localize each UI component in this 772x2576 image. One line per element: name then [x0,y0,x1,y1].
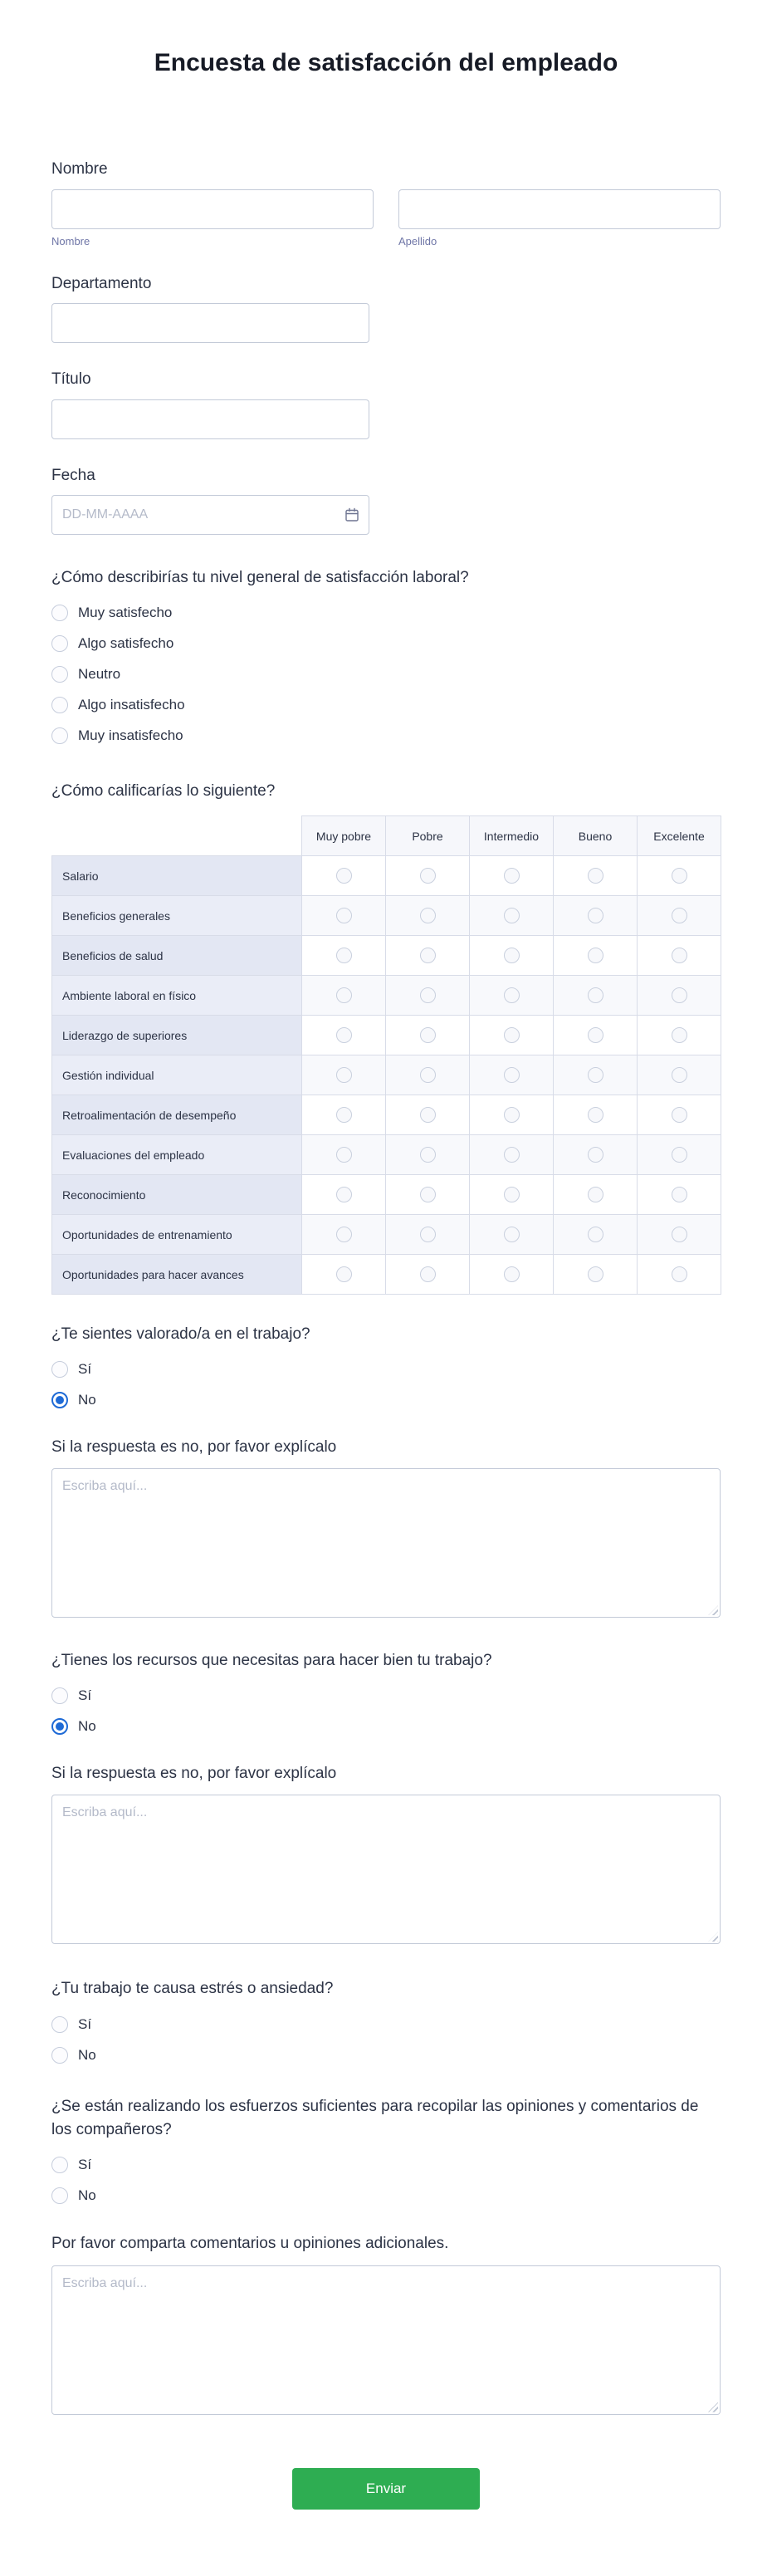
radio-option-row[interactable] [51,690,721,721]
matrix-radio[interactable] [504,1027,520,1043]
matrix-radio[interactable] [336,1027,352,1043]
matrix-radio[interactable] [672,1266,687,1282]
matrix-radio[interactable] [588,1107,603,1123]
table-row [52,1135,721,1175]
matrix-radio[interactable] [588,1187,603,1202]
matrix-radio[interactable] [336,1187,352,1202]
matrix-row-label: Salario [52,856,302,896]
radio-option[interactable] [51,1361,68,1378]
matrix-radio[interactable] [504,948,520,963]
satisfaction-label: ¿Cómo describirías tu nivel general de satisfacción laboral? [51,569,469,587]
radio-option-row[interactable] [51,1681,721,1712]
matrix-label: ¿Cómo calificarías lo siguiente? [51,781,276,800]
valued-explain-textarea[interactable] [51,1468,721,1618]
matrix-radio[interactable] [504,1266,520,1282]
radio-option-label[interactable]: No [78,2046,96,2063]
matrix-radio[interactable] [420,1187,436,1202]
job-title-input[interactable] [51,399,369,439]
matrix-radio[interactable] [504,987,520,1003]
radio-option-row[interactable] [51,1385,721,1416]
matrix-radio[interactable] [420,948,436,963]
radio-option-label[interactable]: Sí [78,1361,92,1378]
matrix-radio[interactable] [420,1147,436,1163]
radio-option[interactable] [51,605,68,621]
department-label: Departamento [51,274,152,292]
radio-option-row[interactable] [51,629,721,659]
matrix-row-label: Beneficios generales [52,896,302,936]
resources-options [51,1681,721,1742]
matrix-radio[interactable] [336,948,352,963]
radio-option-label[interactable]: Algo insatisfecho [78,697,185,713]
matrix-radio[interactable] [672,1187,687,1202]
matrix-radio[interactable] [588,948,603,963]
opinions-label: ¿Se están realizando los esfuerzos suficientes para recopilar las opiniones y comentarios de los compañeros? [51,2098,699,2138]
valued-options [51,1354,721,1416]
first-name-input[interactable] [51,189,374,229]
name-inputs-row [51,189,721,247]
radio-option[interactable] [51,2187,68,2204]
matrix-column-header: Intermedio [470,816,554,856]
matrix-radio[interactable] [504,868,520,884]
matrix-radio[interactable] [504,1107,520,1123]
matrix-column-header: Pobre [386,816,470,856]
comments-textarea[interactable] [51,2265,721,2415]
radio-option-label[interactable]: Sí [78,2015,92,2032]
question-resources [51,1649,721,1742]
matrix-radio[interactable] [672,908,687,923]
first-name-sublabel: Nombre [51,234,90,247]
radio-option-selected[interactable] [51,1392,68,1408]
resources-label: ¿Tienes los recursos que necesitas para hacer bien tu trabajo? [51,1652,492,1670]
matrix-radio[interactable] [672,948,687,963]
job-title-label: Título [51,370,91,389]
radio-option-row[interactable] [51,1712,721,1742]
radio-option[interactable] [51,2157,68,2173]
matrix-radio[interactable] [588,1147,603,1163]
radio-option[interactable] [51,697,68,713]
matrix-radio[interactable] [672,1147,687,1163]
matrix-row-label: Evaluaciones del empleado [52,1135,302,1175]
question-opinions [51,2095,721,2211]
survey-form [0,48,772,2576]
matrix-radio[interactable] [504,1147,520,1163]
matrix-radio[interactable] [672,1027,687,1043]
valued-label: ¿Te sientes valorado/a en el trabajo? [51,1325,310,1344]
matrix-radio[interactable] [588,1027,603,1043]
matrix-radio[interactable] [336,1266,352,1282]
radio-option-label[interactable]: Muy satisfecho [78,605,173,621]
matrix-row-label: Ambiente laboral en físico [52,976,302,1016]
radio-option-label[interactable]: Sí [78,2156,92,2172]
radio-option-row[interactable] [51,2149,721,2180]
matrix-radio[interactable] [336,1227,352,1242]
matrix-row-label: Oportunidades para hacer avances [52,1255,302,1295]
matrix-radio[interactable] [420,908,436,923]
radio-option-row[interactable] [51,659,721,690]
table-row [52,1175,721,1215]
radio-option-label[interactable]: Neutro [78,666,121,683]
matrix-radio[interactable] [420,1067,436,1083]
question-stress [51,1977,721,2070]
stress-label: ¿Tu trabajo te causa estrés o ansiedad? [51,1980,334,1998]
date-label: Fecha [51,466,95,484]
table-row [52,1255,721,1295]
table-row [52,856,721,896]
radio-option-label[interactable]: Muy insatisfecho [78,727,183,744]
resources-explain-label: Si la respuesta es no, por favor explícalo [51,1764,337,1782]
matrix-radio[interactable] [588,908,603,923]
matrix-radio[interactable] [588,1067,603,1083]
rating-matrix [51,815,721,1295]
last-name-input[interactable] [398,189,721,229]
matrix-row-label: Oportunidades de entrenamiento [52,1215,302,1255]
radio-option[interactable] [51,1687,68,1704]
radio-option-label[interactable]: No [78,1392,96,1408]
radio-option-row[interactable] [51,1354,721,1385]
question-valued-explain [51,1436,721,1619]
matrix-row-label: Gestión individual [52,1055,302,1095]
table-row [52,896,721,936]
matrix-radio[interactable] [420,1027,436,1043]
matrix-radio[interactable] [504,1227,520,1242]
comments-label: Por favor comparta comentarios u opiniones adicionales. [51,2235,449,2253]
table-row [52,1016,721,1055]
table-row [52,1215,721,1255]
matrix-radio[interactable] [336,987,352,1003]
department-input[interactable] [51,303,369,343]
matrix-radio[interactable] [504,1067,520,1083]
matrix-radio[interactable] [336,1067,352,1083]
matrix-radio[interactable] [336,1107,352,1123]
question-comments [51,2232,721,2415]
matrix-radio[interactable] [420,1227,436,1242]
calendar-icon[interactable] [344,507,359,522]
matrix-radio[interactable] [672,1067,687,1083]
matrix-row-label: Liderazgo de superiores [52,1016,302,1055]
matrix-radio[interactable] [420,987,436,1003]
matrix-radio[interactable] [504,1187,520,1202]
field-name [51,158,721,247]
matrix-radio[interactable] [336,1147,352,1163]
radio-option-label[interactable]: No [78,2187,96,2203]
radio-option-row[interactable] [51,2009,721,2040]
matrix-radio[interactable] [336,868,352,884]
matrix-row-label: Beneficios de salud [52,936,302,976]
radio-option[interactable] [51,666,68,683]
question-resources-explain [51,1762,721,1945]
last-name-sublabel: Apellido [398,234,437,247]
matrix-radio[interactable] [588,1266,603,1282]
radio-option[interactable] [51,2016,68,2033]
radio-option-row[interactable] [51,2040,721,2070]
radio-option-row[interactable] [51,598,721,629]
matrix-radio[interactable] [504,908,520,923]
matrix-radio[interactable] [588,1227,603,1242]
table-row [52,976,721,1016]
radio-option-label[interactable]: Sí [78,1687,92,1704]
radio-option-row[interactable] [51,2180,721,2211]
matrix-radio[interactable] [588,868,603,884]
matrix-column-header: Muy pobre [302,816,386,856]
matrix-radio[interactable] [420,868,436,884]
matrix-radio[interactable] [672,1107,687,1123]
resources-explain-textarea[interactable] [51,1795,721,1944]
submit-row [51,2468,721,2510]
table-row [52,1055,721,1095]
opinions-options [51,2149,721,2211]
radio-option-row[interactable] [51,721,721,752]
stress-options [51,2009,721,2070]
matrix-radio[interactable] [672,1227,687,1242]
matrix-header-row [52,816,721,856]
radio-option-selected[interactable] [51,1718,68,1735]
radio-option[interactable] [51,2047,68,2064]
matrix-radio[interactable] [672,987,687,1003]
radio-option[interactable] [51,635,68,652]
field-date [51,464,721,536]
radio-option[interactable] [51,727,68,744]
radio-option-label[interactable]: Algo satisfecho [78,635,174,652]
satisfaction-options [51,598,721,752]
field-department [51,272,721,344]
matrix-radio[interactable] [420,1266,436,1282]
date-input[interactable] [51,495,369,535]
matrix-radio[interactable] [588,987,603,1003]
table-row [52,1095,721,1135]
table-row [52,936,721,976]
radio-option-label[interactable]: No [78,1718,96,1735]
submit-button[interactable]: Enviar [292,2468,480,2510]
field-job-title [51,368,721,439]
matrix-row-label: Reconocimiento [52,1175,302,1215]
page-title: Encuesta de satisfacción del empleado [154,49,618,76]
matrix-radio[interactable] [420,1107,436,1123]
matrix-radio[interactable] [336,908,352,923]
name-label: Nombre [51,160,108,178]
matrix-corner-cell [52,816,302,856]
question-valued [51,1323,721,1416]
question-satisfaction [51,566,721,752]
valued-explain-label: Si la respuesta es no, por favor explícalo [51,1437,337,1456]
matrix-column-header: Excelente [638,816,721,856]
question-matrix [51,780,721,1295]
matrix-row-label: Retroalimentación de desempeño [52,1095,302,1135]
matrix-column-header: Bueno [554,816,638,856]
matrix-radio[interactable] [672,868,687,884]
